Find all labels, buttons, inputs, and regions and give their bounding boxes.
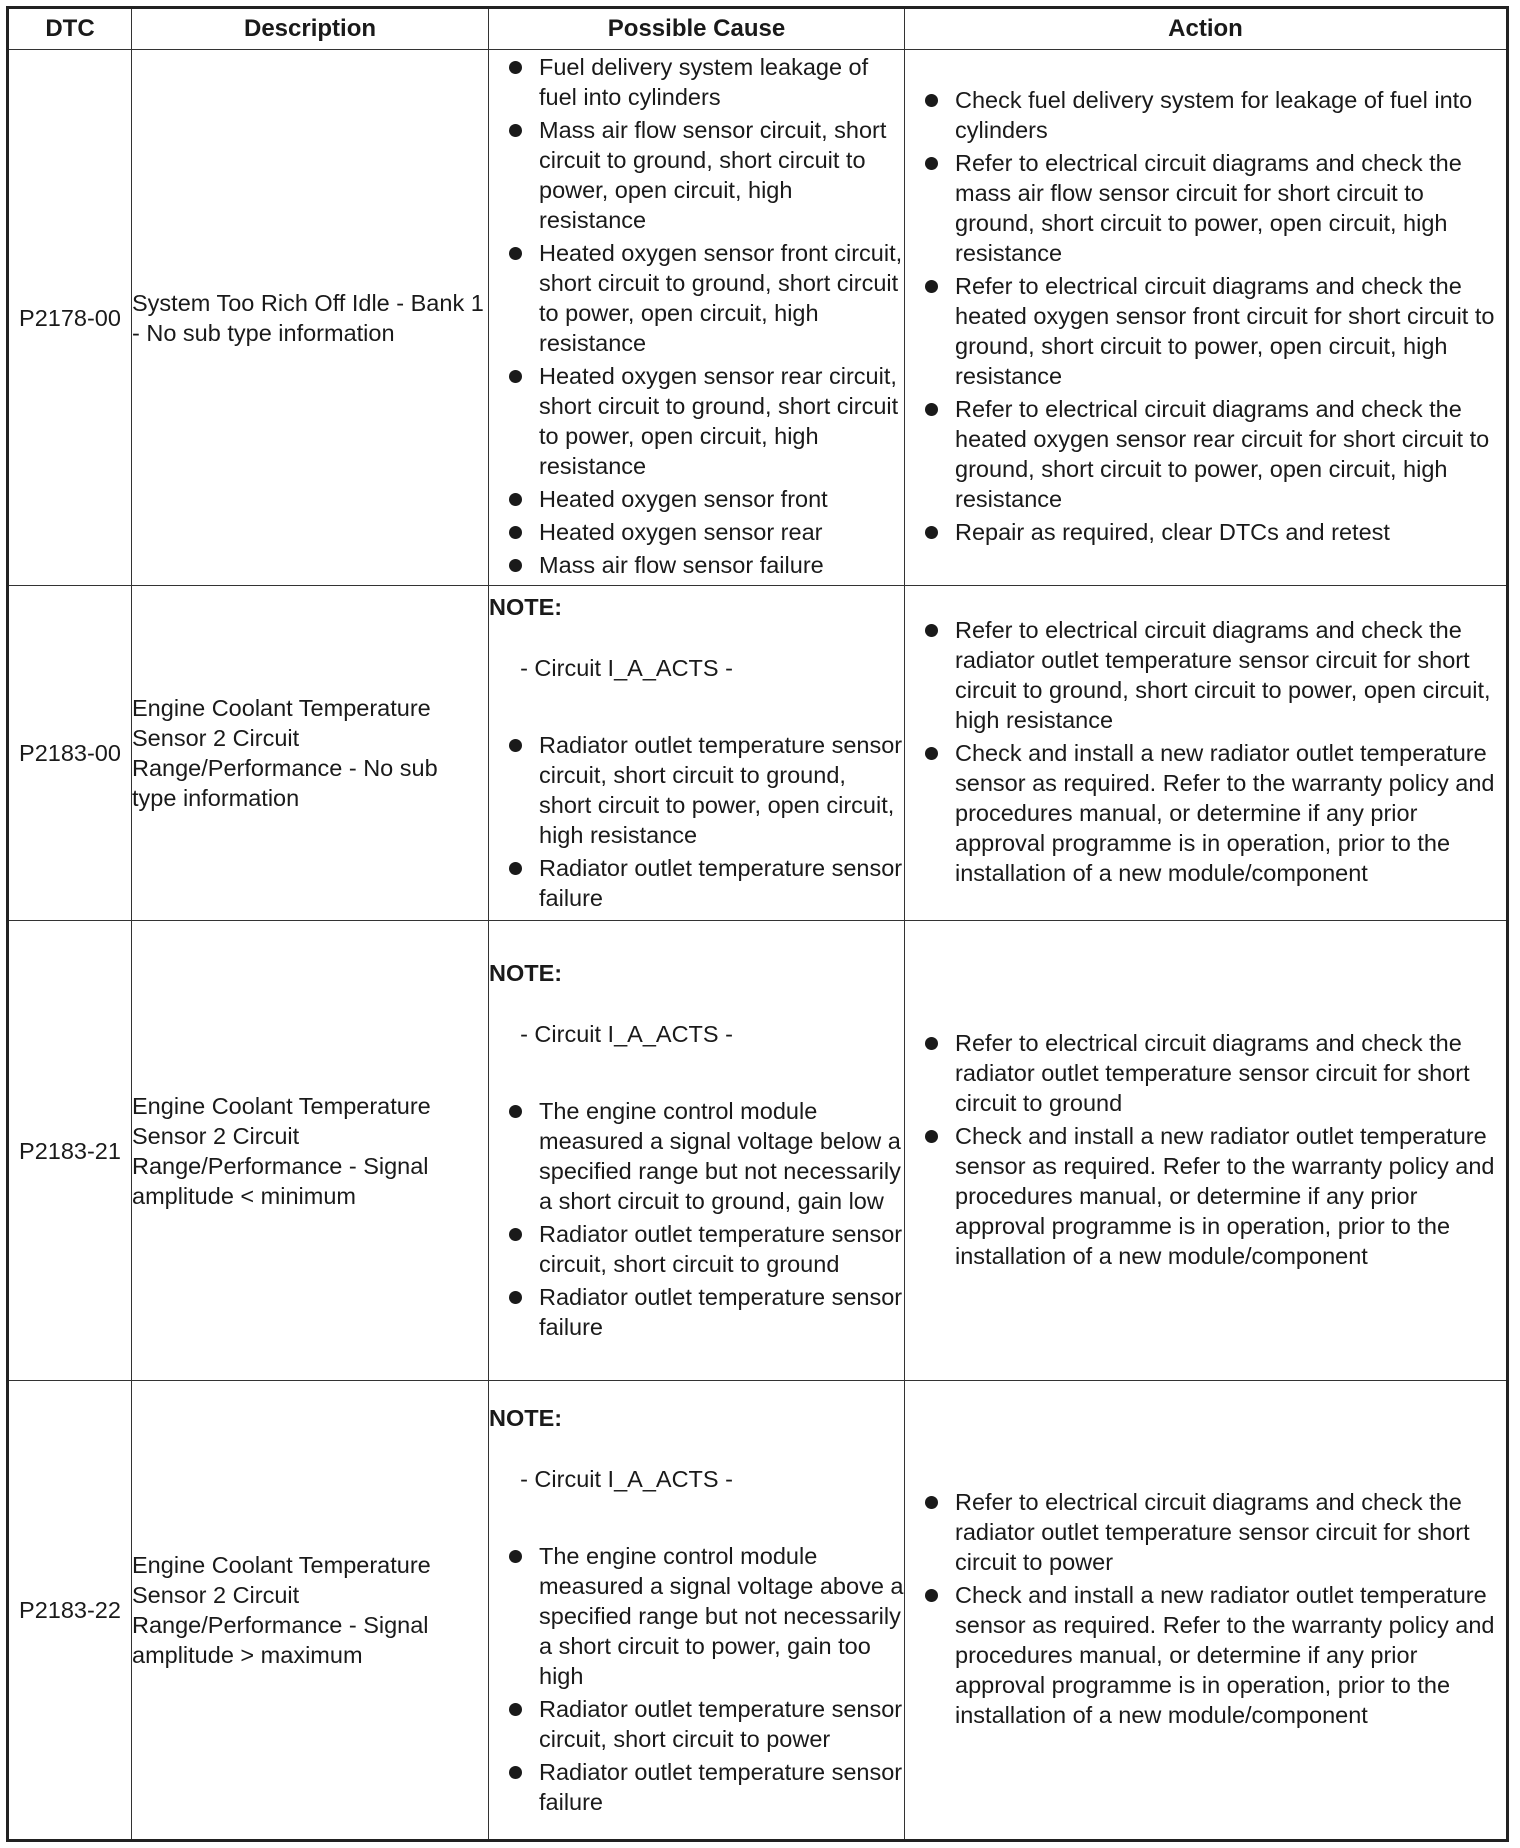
list-item — [489, 1541, 904, 1691]
list-item — [905, 1028, 1506, 1118]
dtc-table — [6, 6, 1509, 1842]
note-label: NOTE: — [489, 594, 563, 620]
cause-list — [489, 1541, 904, 1817]
action-text: Check and install a new radiator outlet temperature sensor as required. Refer to the warranty policy and procedures manual, or determine if any prior approval programme is in operation, prior to the installation of a new module/component — [955, 740, 1495, 886]
dtc-description: Engine Coolant Temperature Sensor 2 Circuit Range/Performance - No sub type information — [132, 586, 489, 921]
bullet-icon — [509, 370, 522, 383]
cause-list — [489, 52, 904, 580]
dtc-description: System Too Rich Off Idle - Bank 1 - No sub type information — [132, 50, 489, 586]
bullet-icon — [925, 1496, 938, 1509]
action-text: Refer to electrical circuit diagrams and check the heated oxygen sensor rear circuit for short circuit to ground, short circuit to power, open circuit, high resistance — [955, 396, 1490, 512]
header-action: Action — [905, 8, 1508, 50]
action-text: Repair as required, clear DTCs and retest — [955, 519, 1390, 545]
list-item — [905, 738, 1506, 888]
action-cell — [905, 1381, 1508, 1841]
note-label: NOTE: — [489, 960, 563, 986]
list-item — [905, 85, 1506, 145]
list-item — [489, 1694, 904, 1754]
cause-text: Mass air flow sensor failure — [539, 552, 824, 578]
action-list — [905, 85, 1506, 547]
possible-cause-cell — [489, 50, 905, 586]
cause-text: Radiator outlet temperature sensor failure — [539, 1758, 903, 1815]
cause-text: Radiator outlet temperature sensor circuit, short circuit to ground, short circuit to power, open circuit, high resistance — [539, 732, 903, 848]
bullet-icon — [509, 61, 522, 74]
bullet-icon — [509, 526, 522, 539]
list-item — [489, 361, 904, 481]
bullet-icon — [925, 1037, 938, 1050]
list-item — [905, 517, 1506, 547]
action-text: Refer to electrical circuit diagrams and check the radiator outlet temperature sensor circuit for short circuit to ground, short circuit to power, open circuit, high resistance — [955, 617, 1491, 733]
cause-text: Heated oxygen sensor rear circuit, short circuit to ground, short circuit to power, open circuit, high resistance — [539, 363, 899, 479]
list-item — [489, 238, 904, 358]
cause-text: Radiator outlet temperature sensor circuit, short circuit to power — [539, 1695, 903, 1752]
action-cell — [905, 921, 1508, 1381]
list-item — [489, 1219, 904, 1279]
bullet-icon — [925, 94, 938, 107]
action-text: Check and install a new radiator outlet temperature sensor as required. Refer to the warranty policy and procedures manual, or determine if any prior approval programme is in operation, prior to the installation of a new module/component — [955, 1582, 1495, 1728]
list-item — [489, 730, 904, 850]
cause-text: Mass air flow sensor circuit, short circuit to ground, short circuit to power, open circuit, high resistance — [539, 117, 887, 233]
note-label: NOTE: — [489, 1404, 563, 1431]
dtc-description: Engine Coolant Temperature Sensor 2 Circuit Range/Performance - Signal amplitude > maximum — [132, 1381, 489, 1841]
possible-cause-cell — [489, 921, 905, 1381]
action-text: Check fuel delivery system for leakage of fuel into cylinders — [955, 87, 1473, 143]
action-cell — [905, 586, 1508, 921]
dtc-code: P2183-21 — [8, 921, 132, 1381]
bullet-icon — [509, 1105, 522, 1118]
bullet-icon — [925, 280, 938, 293]
list-item — [905, 148, 1506, 268]
action-text: Refer to electrical circuit diagrams and check the radiator outlet temperature sensor circuit for short circuit to power — [955, 1489, 1470, 1575]
possible-cause-cell — [489, 586, 905, 921]
cause-text: Radiator outlet temperature sensor failure — [539, 855, 903, 911]
bullet-icon — [925, 526, 938, 539]
list-item — [489, 115, 904, 235]
list-item — [489, 853, 904, 913]
table-header-row — [8, 8, 1508, 50]
cause-text: The engine control module measured a signal voltage above a specified range but not necessarily a short circuit to power, gain too high — [539, 1542, 904, 1689]
list-item — [905, 271, 1506, 391]
list-item — [489, 52, 904, 112]
bullet-icon — [509, 1703, 522, 1716]
bullet-icon — [509, 124, 522, 137]
list-item — [489, 550, 904, 580]
cause-text: Heated oxygen sensor front circuit, short circuit to ground, short circuit to power, open circuit, high resistance — [539, 240, 903, 356]
dtc-document — [6, 6, 1506, 1842]
table-row — [8, 921, 1508, 1381]
bullet-icon — [509, 493, 522, 506]
list-item — [489, 1757, 904, 1817]
list-item — [489, 484, 904, 514]
action-list — [905, 615, 1506, 888]
action-text: Refer to electrical circuit diagrams and check the heated oxygen sensor front circuit for short circuit to ground, short circuit to power, open circuit, high resistance — [955, 273, 1495, 389]
bullet-icon — [925, 747, 938, 760]
action-text: Check and install a new radiator outlet temperature sensor as required. Refer to the warranty policy and procedures manual, or determine if any prior approval programme is in operation, prior to the installation of a new module/component — [955, 1122, 1495, 1269]
cause-text: Fuel delivery system leakage of fuel into cylinders — [539, 54, 869, 110]
bullet-icon — [509, 1766, 522, 1779]
bullet-icon — [509, 247, 522, 260]
bullet-icon — [509, 1550, 522, 1563]
bullet-icon — [509, 739, 522, 752]
action-text: Refer to electrical circuit diagrams and check the radiator outlet temperature sensor circuit for short circuit to ground — [955, 1029, 1470, 1116]
bullet-icon — [925, 1130, 938, 1143]
note-circuit-text: - Circuit I_A_ACTS - — [520, 1021, 733, 1047]
action-list — [905, 1028, 1506, 1271]
action-list — [905, 1487, 1506, 1730]
bullet-icon — [509, 862, 522, 875]
note-circuit-text: - Circuit I_A_ACTS - — [520, 655, 733, 681]
cause-text: Heated oxygen sensor front — [539, 486, 828, 512]
table-row — [8, 50, 1508, 586]
bullet-icon — [509, 1228, 522, 1241]
dtc-code: P2183-22 — [8, 1381, 132, 1841]
bullet-icon — [925, 157, 938, 170]
list-item — [905, 394, 1506, 514]
cause-list — [489, 730, 904, 913]
bullet-icon — [925, 1589, 938, 1602]
list-item — [905, 1487, 1506, 1577]
header-dtc: DTC — [8, 8, 132, 50]
table-row — [8, 586, 1508, 921]
cause-text: Radiator outlet temperature sensor failure — [539, 1284, 903, 1340]
list-item — [489, 1282, 904, 1342]
list-item — [905, 1121, 1506, 1271]
list-item — [489, 1096, 904, 1216]
bullet-icon — [925, 624, 938, 637]
cause-list — [489, 1096, 904, 1342]
dtc-description: Engine Coolant Temperature Sensor 2 Circuit Range/Performance - Signal amplitude < minimum — [132, 921, 489, 1381]
bullet-icon — [509, 1291, 522, 1304]
bullet-icon — [509, 559, 522, 572]
action-cell — [905, 50, 1508, 586]
possible-cause-cell — [489, 1381, 905, 1841]
action-text: Refer to electrical circuit diagrams and check the mass air flow sensor circuit for short circuit to ground, short circuit to power, open circuit, high resistance — [955, 150, 1462, 266]
list-item — [905, 615, 1506, 735]
list-item — [905, 1580, 1506, 1730]
cause-text: Radiator outlet temperature sensor circuit, short circuit to ground — [539, 1221, 903, 1277]
list-item — [489, 517, 904, 547]
dtc-code: P2178-00 — [8, 50, 132, 586]
cause-text: Heated oxygen sensor rear — [539, 519, 823, 545]
dtc-code: P2183-00 — [8, 586, 132, 921]
note-circuit-text: - Circuit I_A_ACTS - — [520, 1465, 733, 1492]
table-body — [8, 50, 1508, 1841]
bullet-icon — [925, 403, 938, 416]
table-row — [8, 1381, 1508, 1841]
cause-text: The engine control module measured a signal voltage below a specified range but not necessarily a short circuit to ground, gain low — [539, 1098, 901, 1214]
header-description: Description — [132, 8, 489, 50]
header-possible-cause: Possible Cause — [489, 8, 905, 50]
